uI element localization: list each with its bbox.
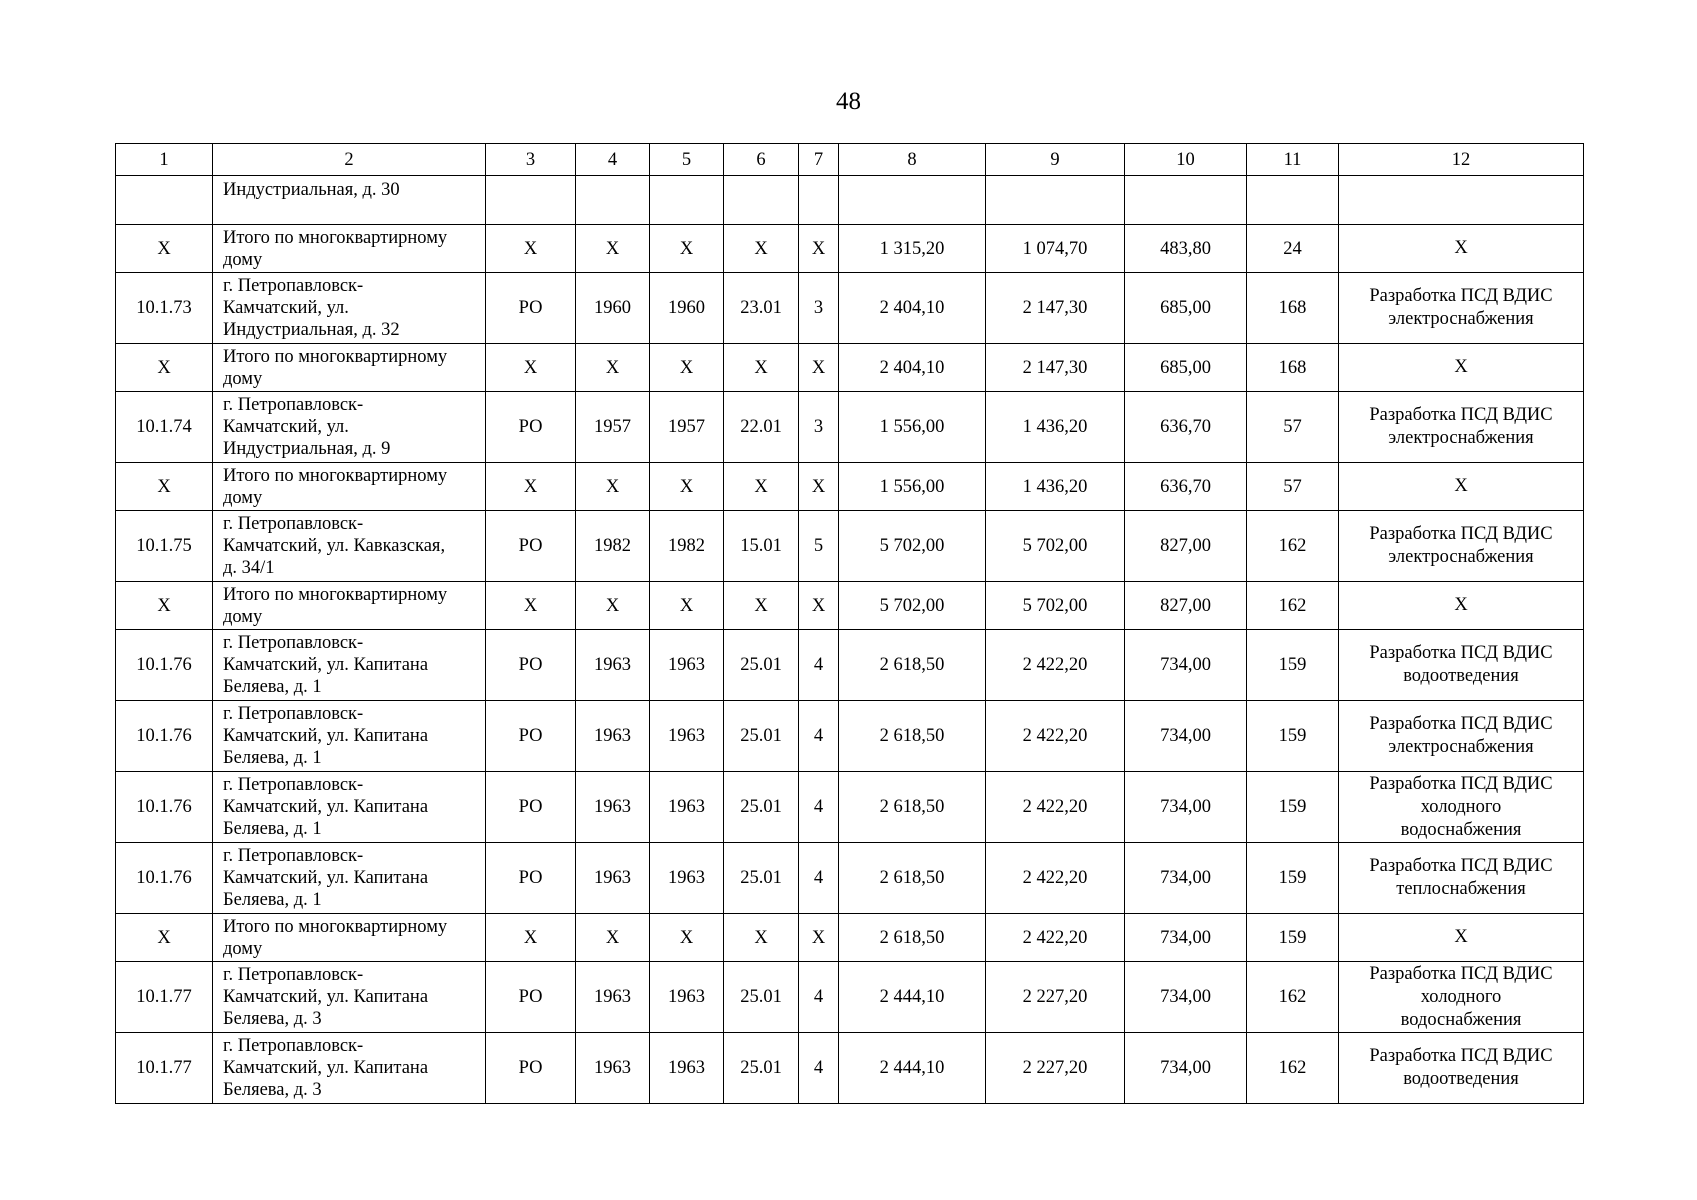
table-cell: г. Петропавловск- Камчатский, ул. Капитана Беляева, д. 1 bbox=[213, 701, 486, 772]
table-cell: 25.01 bbox=[724, 843, 799, 914]
table-cell: Разработка ПСД ВДИС электроснабжения bbox=[1339, 392, 1584, 463]
page-number: 48 bbox=[836, 88, 861, 115]
table-cell: РО bbox=[486, 511, 576, 582]
table-cell bbox=[1125, 176, 1247, 225]
table-cell: 25.01 bbox=[724, 630, 799, 701]
table-cell: 734,00 bbox=[1125, 914, 1247, 962]
table-row bbox=[116, 344, 1584, 392]
table-cell bbox=[799, 176, 839, 225]
table-cell: 4 bbox=[799, 962, 839, 1033]
table-cell: Х bbox=[650, 914, 724, 962]
table-cell: 1 556,00 bbox=[839, 463, 986, 511]
table-row bbox=[116, 1033, 1584, 1104]
table-cell: Х bbox=[799, 225, 839, 273]
table-cell: РО bbox=[486, 772, 576, 843]
table-cell: 1960 bbox=[576, 273, 650, 344]
table-cell: 2 618,50 bbox=[839, 630, 986, 701]
table-cell bbox=[650, 176, 724, 225]
table-cell bbox=[839, 176, 986, 225]
table-cell: Х bbox=[116, 463, 213, 511]
table-cell: 1963 bbox=[576, 962, 650, 1033]
table-cell: 2 147,30 bbox=[986, 344, 1125, 392]
table-cell: Х bbox=[799, 344, 839, 392]
table-cell: 483,80 bbox=[1125, 225, 1247, 273]
table-cell: Х bbox=[650, 582, 724, 630]
table-cell: Х bbox=[724, 344, 799, 392]
table-cell: 10.1.76 bbox=[116, 630, 213, 701]
table-cell: Х bbox=[799, 463, 839, 511]
table-cell: 1982 bbox=[576, 511, 650, 582]
table-cell: 1 315,20 bbox=[839, 225, 986, 273]
table-cell: 734,00 bbox=[1125, 962, 1247, 1033]
table-cell: 1960 bbox=[650, 273, 724, 344]
table-cell: Х bbox=[116, 582, 213, 630]
table-cell: г. Петропавловск- Камчатский, ул. Индустриальная, д. 32 bbox=[213, 273, 486, 344]
header-cell: 12 bbox=[1339, 144, 1584, 176]
table-cell: Итого по многоквартирному дому bbox=[213, 463, 486, 511]
table-cell: Х bbox=[576, 463, 650, 511]
table-row bbox=[116, 273, 1584, 344]
table-cell: Х bbox=[1339, 344, 1584, 392]
table-cell: 4 bbox=[799, 843, 839, 914]
table-cell: 4 bbox=[799, 1033, 839, 1104]
table-cell: 1963 bbox=[650, 630, 724, 701]
header-cell: 6 bbox=[724, 144, 799, 176]
table-cell: Х bbox=[650, 344, 724, 392]
table-row bbox=[116, 962, 1584, 1033]
table-cell: 23.01 bbox=[724, 273, 799, 344]
table-cell: г. Петропавловск- Камчатский, ул. Капитана Беляева, д. 1 bbox=[213, 843, 486, 914]
table-cell: Х bbox=[650, 463, 724, 511]
table-cell: 10.1.77 bbox=[116, 962, 213, 1033]
table-cell: 25.01 bbox=[724, 962, 799, 1033]
table-cell: 1963 bbox=[576, 843, 650, 914]
table-cell: 3 bbox=[799, 392, 839, 463]
table-cell: 1963 bbox=[576, 701, 650, 772]
table-cell: Х bbox=[1339, 582, 1584, 630]
table-cell: 636,70 bbox=[1125, 463, 1247, 511]
table-cell: 1963 bbox=[650, 1033, 724, 1104]
table-cell: 159 bbox=[1247, 914, 1339, 962]
table-row bbox=[116, 225, 1584, 273]
table-cell: РО bbox=[486, 273, 576, 344]
header-cell: 3 bbox=[486, 144, 576, 176]
table-cell: Итого по многоквартирному дому bbox=[213, 225, 486, 273]
column-number-header bbox=[116, 144, 1584, 176]
table-cell: 25.01 bbox=[724, 701, 799, 772]
table-cell: Итого по многоквартирному дому bbox=[213, 914, 486, 962]
table-cell bbox=[486, 176, 576, 225]
table-cell: Х bbox=[486, 225, 576, 273]
table-cell: 10.1.75 bbox=[116, 511, 213, 582]
table-cell: 1963 bbox=[576, 1033, 650, 1104]
table-cell: Разработка ПСД ВДИС электроснабжения bbox=[1339, 701, 1584, 772]
table-cell: РО bbox=[486, 1033, 576, 1104]
table-cell bbox=[1247, 176, 1339, 225]
table-cell: Х bbox=[486, 582, 576, 630]
table-cell: 1963 bbox=[576, 772, 650, 843]
table-cell: 734,00 bbox=[1125, 843, 1247, 914]
table-cell: 2 147,30 bbox=[986, 273, 1125, 344]
table-cell: Итого по многоквартирному дому bbox=[213, 582, 486, 630]
table-cell: Разработка ПСД ВДИС водоотведения bbox=[1339, 630, 1584, 701]
table-cell: 57 bbox=[1247, 463, 1339, 511]
table-cell: РО bbox=[486, 962, 576, 1033]
table-row bbox=[116, 843, 1584, 914]
table-cell: 159 bbox=[1247, 701, 1339, 772]
table-cell: 1 556,00 bbox=[839, 392, 986, 463]
table-cell: 2 444,10 bbox=[839, 1033, 986, 1104]
table-cell: 734,00 bbox=[1125, 772, 1247, 843]
table-cell: 827,00 bbox=[1125, 511, 1247, 582]
table-cell: Х bbox=[576, 582, 650, 630]
table-cell: Х bbox=[1339, 463, 1584, 511]
table-cell: 5 702,00 bbox=[986, 582, 1125, 630]
header-cell: 2 bbox=[213, 144, 486, 176]
table-cell: 162 bbox=[1247, 1033, 1339, 1104]
header-cell: 11 bbox=[1247, 144, 1339, 176]
table-cell: г. Петропавловск- Камчатский, ул. Капитана Беляева, д. 1 bbox=[213, 772, 486, 843]
header-cell: 8 bbox=[839, 144, 986, 176]
table-cell: 10.1.76 bbox=[116, 843, 213, 914]
table-cell: 1957 bbox=[576, 392, 650, 463]
table-row bbox=[116, 392, 1584, 463]
table-cell: 159 bbox=[1247, 630, 1339, 701]
table-cell: 1963 bbox=[650, 843, 724, 914]
table-cell: 1963 bbox=[650, 772, 724, 843]
table-cell: Х bbox=[576, 914, 650, 962]
table-cell: 1 074,70 bbox=[986, 225, 1125, 273]
housing-repair-table bbox=[115, 143, 1584, 1104]
header-cell: 5 bbox=[650, 144, 724, 176]
table-cell bbox=[986, 176, 1125, 225]
table-cell bbox=[116, 176, 213, 225]
table-cell: 2 444,10 bbox=[839, 962, 986, 1033]
table-cell: 2 404,10 bbox=[839, 344, 986, 392]
table-cell: 22.01 bbox=[724, 392, 799, 463]
table-cell: 1963 bbox=[650, 962, 724, 1033]
table-cell: 168 bbox=[1247, 344, 1339, 392]
table-row bbox=[116, 582, 1584, 630]
table-cell: 1 436,20 bbox=[986, 463, 1125, 511]
table-cell: 4 bbox=[799, 772, 839, 843]
table-row bbox=[116, 463, 1584, 511]
table-cell: Индустриальная, д. 30 bbox=[213, 176, 486, 225]
table-cell: 1957 bbox=[650, 392, 724, 463]
table-cell: 1963 bbox=[576, 630, 650, 701]
table-cell: 162 bbox=[1247, 962, 1339, 1033]
table-cell: 2 422,20 bbox=[986, 630, 1125, 701]
table-cell: 2 618,50 bbox=[839, 701, 986, 772]
table-cell: Х bbox=[116, 225, 213, 273]
table-cell: Х bbox=[724, 225, 799, 273]
table-cell: Разработка ПСД ВДИС водоотведения bbox=[1339, 1033, 1584, 1104]
table-cell bbox=[576, 176, 650, 225]
table-cell: 10.1.76 bbox=[116, 701, 213, 772]
table-row bbox=[116, 630, 1584, 701]
table-cell: 159 bbox=[1247, 772, 1339, 843]
table-cell: Разработка ПСД ВДИС холодного водоснабжения bbox=[1339, 772, 1584, 843]
table-cell: 734,00 bbox=[1125, 701, 1247, 772]
table-cell: Х bbox=[1339, 914, 1584, 962]
table-cell: РО bbox=[486, 843, 576, 914]
table-cell: Х bbox=[724, 914, 799, 962]
table-cell: 827,00 bbox=[1125, 582, 1247, 630]
table-row bbox=[116, 772, 1584, 843]
table-cell: 159 bbox=[1247, 843, 1339, 914]
table-cell: Х bbox=[1339, 225, 1584, 273]
table-cell: 162 bbox=[1247, 511, 1339, 582]
table-cell: 1 436,20 bbox=[986, 392, 1125, 463]
table-cell: 57 bbox=[1247, 392, 1339, 463]
table-cell: г. Петропавловск- Камчатский, ул. Капитана Беляева, д. 3 bbox=[213, 962, 486, 1033]
table-cell: 10.1.74 bbox=[116, 392, 213, 463]
table-cell: 162 bbox=[1247, 582, 1339, 630]
header-cell: 10 bbox=[1125, 144, 1247, 176]
table-cell: 2 422,20 bbox=[986, 843, 1125, 914]
table-cell: 10.1.73 bbox=[116, 273, 213, 344]
table-cell: 2 227,20 bbox=[986, 1033, 1125, 1104]
header-cell: 7 bbox=[799, 144, 839, 176]
table-cell: г. Петропавловск- Камчатский, ул. Индустриальная, д. 9 bbox=[213, 392, 486, 463]
table-cell: Х bbox=[576, 344, 650, 392]
table-cell: г. Петропавловск- Камчатский, ул. Капитана Беляева, д. 1 bbox=[213, 630, 486, 701]
table-cell: 1963 bbox=[650, 701, 724, 772]
table-cell: г. Петропавловск- Камчатский, ул. Кавказская, д. 34/1 bbox=[213, 511, 486, 582]
table-cell: 2 618,50 bbox=[839, 914, 986, 962]
table-cell: Х bbox=[116, 914, 213, 962]
table-cell: Х bbox=[486, 463, 576, 511]
table-cell: 5 702,00 bbox=[839, 511, 986, 582]
table-cell: 734,00 bbox=[1125, 630, 1247, 701]
table-row bbox=[116, 701, 1584, 772]
table-cell: Х bbox=[799, 914, 839, 962]
table-cell: 5 bbox=[799, 511, 839, 582]
table-row bbox=[116, 914, 1584, 962]
table-cell: Х bbox=[650, 225, 724, 273]
table-cell: Х bbox=[724, 582, 799, 630]
table-cell: 685,00 bbox=[1125, 273, 1247, 344]
table-cell: 734,00 bbox=[1125, 1033, 1247, 1104]
table-row bbox=[116, 511, 1584, 582]
table-body bbox=[116, 144, 1584, 1104]
table-cell: 4 bbox=[799, 701, 839, 772]
table-cell: 25.01 bbox=[724, 1033, 799, 1104]
table-cell: 168 bbox=[1247, 273, 1339, 344]
table-cell: РО bbox=[486, 630, 576, 701]
table-cell: 25.01 bbox=[724, 772, 799, 843]
table-cell: 1982 bbox=[650, 511, 724, 582]
table-cell: РО bbox=[486, 701, 576, 772]
table-cell: Разработка ПСД ВДИС теплоснабжения bbox=[1339, 843, 1584, 914]
table-cell: 2 422,20 bbox=[986, 914, 1125, 962]
table-cell: 24 bbox=[1247, 225, 1339, 273]
table-cell: г. Петропавловск- Камчатский, ул. Капитана Беляева, д. 3 bbox=[213, 1033, 486, 1104]
table-cell: Х bbox=[486, 914, 576, 962]
table-cell bbox=[1339, 176, 1584, 225]
table-cell: Разработка ПСД ВДИС электроснабжения bbox=[1339, 511, 1584, 582]
table-cell: Разработка ПСД ВДИС электроснабжения bbox=[1339, 273, 1584, 344]
table-cell: 2 227,20 bbox=[986, 962, 1125, 1033]
table-cell: Х bbox=[576, 225, 650, 273]
table-row bbox=[116, 176, 1584, 225]
table-cell: 2 404,10 bbox=[839, 273, 986, 344]
table-cell: 2 422,20 bbox=[986, 772, 1125, 843]
table-cell: 4 bbox=[799, 630, 839, 701]
table-cell: 10.1.76 bbox=[116, 772, 213, 843]
table-cell: РО bbox=[486, 392, 576, 463]
table-cell: Итого по многоквартирному дому bbox=[213, 344, 486, 392]
table-cell: 15.01 bbox=[724, 511, 799, 582]
table-cell: 2 618,50 bbox=[839, 843, 986, 914]
table-cell: Х bbox=[486, 344, 576, 392]
table-cell: 3 bbox=[799, 273, 839, 344]
header-cell: 9 bbox=[986, 144, 1125, 176]
table-cell: 5 702,00 bbox=[986, 511, 1125, 582]
header-cell: 4 bbox=[576, 144, 650, 176]
table-cell: Х bbox=[116, 344, 213, 392]
table-cell: 2 422,20 bbox=[986, 701, 1125, 772]
table-cell: Х bbox=[724, 463, 799, 511]
table-cell: 5 702,00 bbox=[839, 582, 986, 630]
table-cell bbox=[724, 176, 799, 225]
header-cell: 1 bbox=[116, 144, 213, 176]
table-cell: Разработка ПСД ВДИС холодного водоснабжения bbox=[1339, 962, 1584, 1033]
table-cell: 10.1.77 bbox=[116, 1033, 213, 1104]
table-cell: 685,00 bbox=[1125, 344, 1247, 392]
table-cell: 636,70 bbox=[1125, 392, 1247, 463]
table-cell: 2 618,50 bbox=[839, 772, 986, 843]
table-cell: Х bbox=[799, 582, 839, 630]
